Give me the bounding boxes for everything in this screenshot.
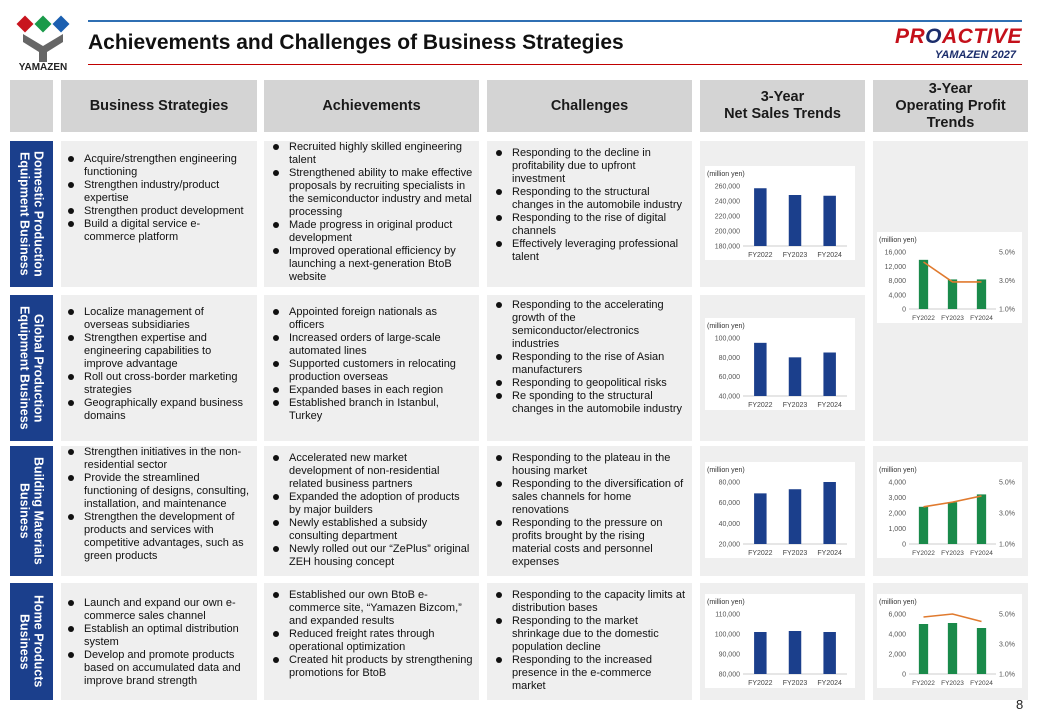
chart-bar	[789, 195, 801, 246]
x-tick-label: FY2024	[817, 402, 842, 409]
y-tick-label: 80,000	[718, 671, 740, 679]
y-tick-label: 20,000	[718, 541, 740, 549]
header-title-rule	[88, 64, 1022, 65]
list-item: Launch and expand our own e-commerce sales channel	[65, 597, 251, 623]
margin-line	[924, 614, 982, 622]
y-tick-label: 260,000	[714, 183, 740, 191]
row-label-domestic-text: Domestic Production Equipment Business	[17, 151, 46, 277]
x-tick-label: FY2023	[782, 680, 808, 687]
list-item: Reduced freight rates through operational optimization	[270, 628, 473, 654]
achievements-home	[264, 583, 479, 700]
y-tick-label: 0	[902, 306, 906, 314]
brand-rest: ACTIVE	[941, 25, 1022, 48]
x-tick-label: FY2023	[941, 550, 964, 557]
list-item: Made progress in original product development	[270, 219, 473, 245]
chart-bar	[948, 502, 957, 544]
y-tick-label: 4,000	[888, 631, 906, 639]
proactive-brand	[888, 25, 1022, 62]
chart-unit-label: (million yen)	[707, 599, 745, 606]
list-item: Established our own BtoB e-commerce site, “Yamazen Bizcom,” and expanded results	[270, 589, 473, 628]
list-item: Establish an optimal distribution system	[65, 623, 251, 649]
achievements-domestic	[264, 141, 479, 287]
list-item: Re sponding to the structural changes in the automobile industry	[493, 390, 686, 416]
y-tick-label: 80,000	[718, 479, 740, 487]
list-item: Expanded bases in each region	[270, 384, 473, 397]
x-tick-label: FY2023	[941, 680, 964, 687]
x-tick-label: FY2024	[817, 550, 842, 557]
sales-chart-home	[705, 594, 855, 688]
y-tick-label: 1,000	[888, 526, 906, 533]
row-label-global-text: Global Production Equipment Business	[17, 306, 46, 430]
list-item: Established branch in Istanbul, Turkey	[270, 397, 473, 423]
list-item: Newly rolled out our “ZePlus” original ZEH housing concept	[270, 543, 473, 569]
list-item: Roll out cross-border marketing strategies	[65, 371, 251, 397]
y-tick-label: 40,000	[718, 520, 740, 528]
list-item: Created hit products by strengthening promotions for BtoB	[270, 654, 473, 680]
list-item: Newly established a subsidy consulting department	[270, 517, 473, 543]
y2-tick-label: 1.0%	[999, 306, 1015, 314]
chart-bar	[919, 507, 928, 544]
header-top-rule	[88, 20, 1022, 22]
x-tick-label: FY2022	[912, 315, 935, 322]
y-tick-label: 0	[902, 671, 906, 679]
chart-bar	[789, 357, 801, 396]
sales-chart-home-svg	[705, 594, 855, 688]
list-item: Improved operational efficiency by launching a next-generation BtoB website	[270, 245, 473, 284]
yamazen-logo-mark	[10, 12, 76, 62]
list-item: Responding to the structural changes in the automobile industry	[493, 186, 686, 212]
chart-bar	[977, 628, 986, 674]
sales-chart-global	[705, 318, 855, 410]
list-item: Strengthened ability to make effective proposals by recruiting specialists in the semiconductor industry and metal processing	[270, 167, 473, 219]
profit-chart-building	[877, 462, 1022, 558]
x-tick-label: FY2022	[748, 252, 773, 259]
chart-bar	[754, 632, 766, 674]
list-item: Responding to geopolitical risks	[493, 377, 686, 390]
list-item: Accelerated new market development of non-residential related business partners	[270, 452, 473, 491]
y-tick-label: 6,000	[888, 611, 906, 619]
x-tick-label: FY2022	[748, 680, 773, 687]
y2-tick-label: 1.0%	[999, 541, 1015, 549]
col-header-achievements: Achievements	[264, 80, 479, 132]
chart-bar	[919, 260, 928, 309]
row-label-home-text: Home Products Business	[17, 595, 46, 688]
y2-tick-label: 1.0%	[999, 671, 1015, 679]
x-tick-label: FY2024	[970, 550, 993, 557]
chart-bar	[948, 279, 957, 309]
corner-cell	[10, 80, 53, 132]
list-item: Build a digital service e-commerce platform	[65, 218, 251, 244]
row-label-home	[10, 583, 53, 700]
x-tick-label: FY2024	[970, 315, 993, 322]
y-tick-label: 4,000	[888, 292, 906, 300]
col-header-op-profit: 3-Year Operating Profit Trends	[873, 80, 1028, 132]
list-item: Appointed foreign nationals as officers	[270, 306, 473, 332]
y-tick-label: 110,000	[715, 611, 740, 619]
chart-bar	[823, 632, 835, 674]
y-tick-label: 200,000	[714, 228, 740, 236]
list-item: Recruited highly skilled engineering talent	[270, 141, 473, 167]
strategies-home	[61, 583, 257, 700]
y2-tick-label: 3.0%	[999, 278, 1015, 285]
chart-bar	[823, 196, 835, 246]
list-item: Responding to the market shrinkage due to the domestic population decline	[493, 615, 686, 654]
margin-line	[924, 262, 982, 282]
chart-bar	[754, 188, 766, 246]
y-tick-label: 180,000	[714, 243, 740, 251]
y-tick-label: 12,000	[884, 263, 906, 271]
x-tick-label: FY2024	[817, 252, 842, 259]
y-tick-label: 0	[902, 541, 906, 549]
sales-chart-global-svg	[705, 318, 855, 410]
strategies-domestic	[61, 141, 257, 287]
list-item: Responding to the accelerating growth of the semiconductor/electronics industries	[493, 299, 686, 351]
list-item: Responding to the capacity limits at distribution bases	[493, 589, 686, 615]
x-tick-label: FY2022	[748, 550, 773, 557]
challenges-global	[487, 295, 692, 441]
x-tick-label: FY2023	[782, 402, 808, 409]
list-item: Effectively leveraging professional talent	[493, 238, 686, 264]
chart-bar	[919, 624, 928, 674]
chart-bar	[754, 493, 766, 544]
list-item: Increased orders of large-scale automated lines	[270, 332, 473, 358]
row-label-building-text: Building Materials Business	[17, 457, 46, 565]
list-item: Provide the streamlined functioning of designs, consulting, installation, and maintenance	[65, 472, 251, 511]
y-tick-label: 3,000	[888, 495, 906, 502]
y-tick-label: 2,000	[888, 510, 906, 518]
y-tick-label: 8,000	[888, 278, 906, 285]
chart-unit-label: (million yen)	[879, 467, 917, 474]
achievements-global	[264, 295, 479, 441]
chart-bar	[977, 279, 986, 309]
chart-bar	[823, 482, 835, 544]
row-label-domestic	[10, 141, 53, 287]
y-tick-label: 60,000	[718, 500, 740, 508]
list-item: Expanded the adoption of products by major builders	[270, 491, 473, 517]
x-tick-label: FY2022	[748, 402, 773, 409]
x-tick-label: FY2023	[782, 550, 808, 557]
list-item: Develop and promote products based on accumulated data and improve brand strength	[65, 649, 251, 688]
x-tick-label: FY2024	[817, 680, 842, 687]
list-item: Strengthen initiatives in the non-residential sector	[65, 446, 251, 472]
chart-bar	[948, 623, 957, 674]
list-item: Strengthen expertise and engineering capabilities to improve advantage	[65, 332, 251, 371]
list-item: Geographically expand business domains	[65, 397, 251, 423]
list-item: Strengthen industry/product expertise	[65, 179, 251, 205]
y-tick-label: 100,000	[714, 335, 740, 343]
challenges-building	[487, 446, 692, 576]
chart-bar	[754, 343, 766, 396]
profit-chart-domestic	[877, 232, 1022, 323]
y-tick-label: 100,000	[714, 631, 740, 639]
list-item: Strengthen product development	[65, 205, 251, 218]
y-tick-label: 40,000	[718, 393, 740, 401]
sales-chart-domestic-svg	[705, 166, 855, 260]
y2-tick-label: 5.0%	[999, 249, 1015, 257]
logo-text: YAMAZEN	[18, 62, 68, 73]
page-number: 8	[1016, 697, 1024, 712]
x-tick-label: FY2024	[970, 680, 993, 687]
col-header-challenges: Challenges	[487, 80, 692, 132]
profit-chart-building-svg	[877, 462, 1022, 558]
list-item: Responding to the decline in profitability due to upfront investment	[493, 147, 686, 186]
list-item: Responding to the pressure on profits brought by the rising material costs and personnel expenses	[493, 517, 686, 569]
brand-sub: YAMAZEN 2027	[934, 49, 1016, 61]
x-tick-label: FY2022	[912, 550, 935, 557]
y-tick-label: 60,000	[718, 374, 740, 382]
y-tick-label: 16,000	[884, 249, 906, 257]
chart-unit-label: (million yen)	[879, 599, 917, 606]
challenges-home	[487, 583, 692, 700]
profit-chart-home-svg	[877, 594, 1022, 688]
profit-chart-domestic-svg	[877, 232, 1022, 323]
challenges-domestic	[487, 141, 692, 287]
list-item: Strengthen the development of products and services with competitive advantages, such as green products	[65, 511, 251, 563]
brand-main-text: PR	[894, 25, 926, 48]
list-item: Responding to the increased presence in the e-commerce market	[493, 654, 686, 693]
y-tick-label: 90,000	[718, 651, 740, 659]
list-item: Responding to the plateau in the housing market	[493, 452, 686, 478]
x-tick-label: FY2023	[782, 252, 808, 259]
strategies-building	[61, 446, 257, 576]
brand-o: O	[925, 25, 942, 48]
sales-chart-building	[705, 462, 855, 558]
y2-tick-label: 3.0%	[999, 641, 1015, 649]
sales-chart-domestic	[705, 166, 855, 260]
list-item: Responding to the diversification of sales channels for home renovations	[493, 478, 686, 517]
list-item: Localize management of overseas subsidiaries	[65, 306, 251, 332]
y-tick-label: 2,000	[888, 651, 906, 659]
chart-bar	[977, 494, 986, 544]
chart-unit-label: (million yen)	[707, 467, 745, 474]
row-label-global	[10, 295, 53, 441]
y-tick-label: 4,000	[888, 479, 906, 487]
x-tick-label: FY2022	[912, 680, 935, 687]
y-tick-label: 240,000	[714, 198, 740, 206]
achievements-building	[264, 446, 479, 576]
y-tick-label: 220,000	[714, 213, 740, 221]
x-tick-label: FY2023	[941, 315, 964, 322]
y2-tick-label: 5.0%	[999, 479, 1015, 487]
chart-bar	[823, 353, 835, 397]
list-item: Responding to the rise of digital channels	[493, 212, 686, 238]
sales-chart-building-svg	[705, 462, 855, 558]
strategies-global	[61, 295, 257, 441]
y-tick-label: 80,000	[718, 354, 740, 362]
page-title: Achievements and Challenges of Business Strategies	[88, 31, 624, 54]
row-label-building	[10, 446, 53, 576]
y2-tick-label: 3.0%	[999, 510, 1015, 518]
chart-bar	[789, 489, 801, 544]
col-header-net-sales: 3-Year Net Sales Trends	[700, 80, 865, 132]
list-item: Responding to the rise of Asian manufacturers	[493, 351, 686, 377]
col-header-strategies: Business Strategies	[61, 80, 257, 132]
chart-bar	[789, 631, 801, 674]
y2-tick-label: 5.0%	[999, 611, 1015, 619]
list-item: Supported customers in relocating production overseas	[270, 358, 473, 384]
list-item: Acquire/strengthen engineering functioning	[65, 153, 251, 179]
chart-unit-label: (million yen)	[879, 237, 917, 244]
profit-chart-home	[877, 594, 1022, 688]
chart-unit-label: (million yen)	[707, 171, 745, 178]
chart-unit-label: (million yen)	[707, 323, 745, 330]
